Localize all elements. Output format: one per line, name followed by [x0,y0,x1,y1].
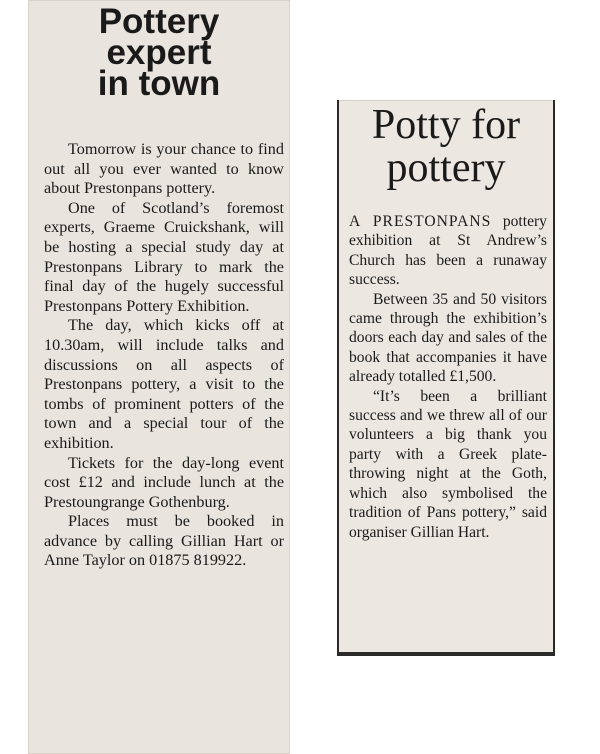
left-paragraph: One of Scotland’s foremost experts, Graeme Cruickshank, will be hosting a special study day at Prestonpans Library to mark the final day of the hugely successful Prestonpans Pottery Exhibition. [44,198,284,315]
left-headline-line: Pottery [98,2,220,41]
left-paragraph: Places must be booked in advance by calling Gillian Hart or Anne Taylor on 01875 819922. [44,512,284,570]
lead-caps: A PRESTONPANS [349,213,492,230]
right-paragraph: Between 35 and 50 visitors came through the exhibition’s doors each day and sales of the book that accompanies it have already totalled £1,500. [349,290,547,386]
right-headline-line: pottery [386,145,506,191]
right-article-body [349,212,547,542]
left-headline [28,2,290,103]
left-article-body [44,140,284,571]
column-rule [337,100,339,656]
left-paragraph: Tickets for the day-long event cost £12 and include lunch at the Prestoungrange Gothenburg. [44,453,284,511]
right-clipping [337,100,555,656]
left-paragraph: The day, which kicks off at 10.30am, will include talks and discussions on all aspects of Prestonpans pottery, a visit to the tombs of prominent potters of the town and a special tour of the exhibition. [44,316,284,452]
left-headline-line: expert [106,33,212,72]
right-paragraph: “It’s been a brilliant success and we threw all of our volunteers a big thank you party with a Greek plate-throwing night at the Goth, which also symbolised the tradition of Pans pottery,” said organiser Gillian Hart. [349,387,547,541]
right-paragraph-text: pottery exhibition at St Andrew’s Church has been a runaway success. [349,213,547,289]
right-paragraph [349,212,547,290]
bottom-rule [337,652,555,656]
left-headline-line: in town [97,64,221,103]
right-headline [337,100,555,190]
right-headline-line: Potty for [371,102,521,148]
left-clipping [28,0,290,754]
column-rule [553,100,555,656]
left-paragraph: Tomorrow is your chance to find out all you ever wanted to know about Prestonpans pottery. [44,140,284,198]
